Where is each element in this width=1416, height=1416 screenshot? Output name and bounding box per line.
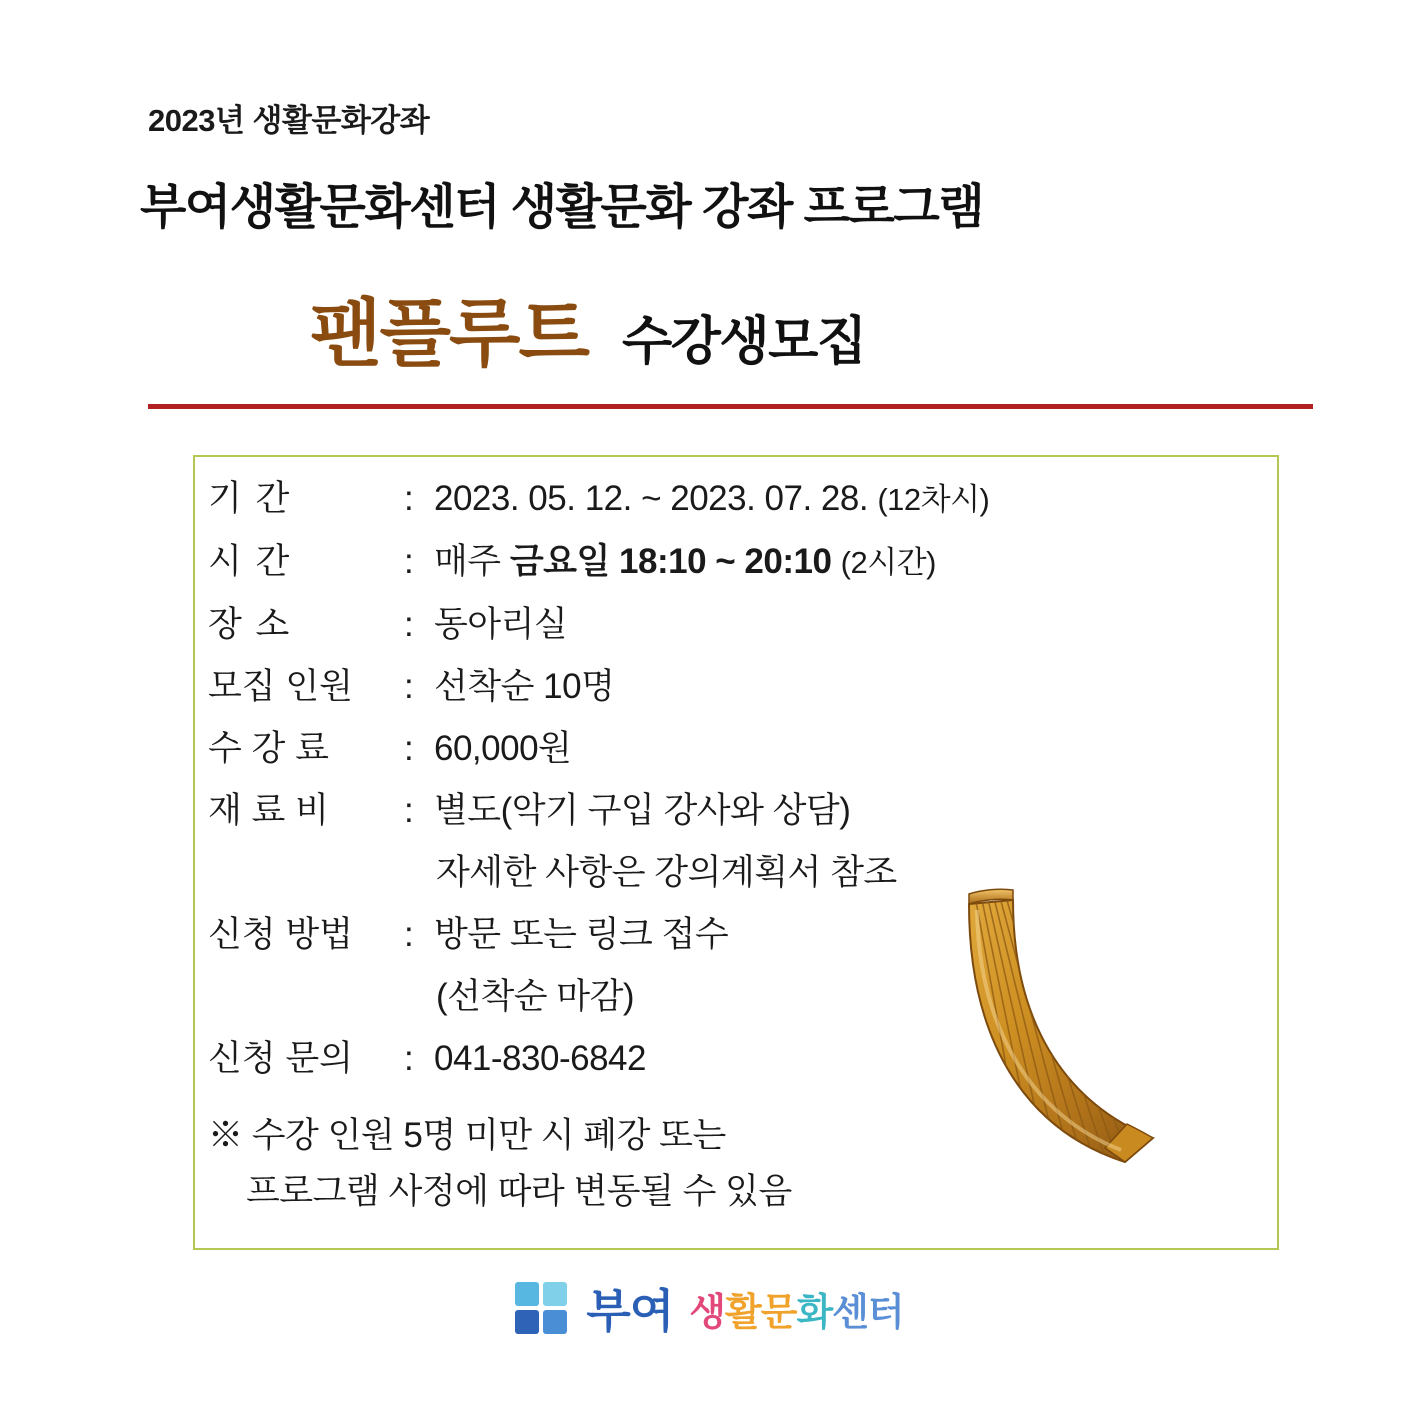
course-recruit-label: 수강생모집	[621, 313, 866, 371]
info-value-capacity: 선착순 10명	[434, 667, 615, 706]
info-colon: :	[404, 605, 414, 644]
period-sessions: (12차시)	[877, 482, 990, 517]
logo-brand-text: 부여	[586, 1285, 674, 1337]
logo-sub-2: 활문	[725, 1291, 797, 1334]
time-prefix: 매주	[434, 542, 510, 581]
title-divider	[148, 404, 1313, 409]
logo-sub-4: 센터	[832, 1291, 904, 1334]
info-value-apply-method: 방문 또는 링크 접수	[434, 915, 729, 954]
info-label-material-fee: 재 료 비	[208, 791, 329, 830]
page-title: 부여생활문화센터 생활문화 강좌 프로그램	[140, 181, 984, 234]
info-row-fee	[208, 718, 1218, 780]
info-label-fee: 수 강 료	[208, 729, 329, 768]
info-value-time	[434, 531, 936, 594]
info-label-time: 시 간	[208, 542, 292, 581]
info-colon: :	[404, 729, 414, 768]
period-dates: 2023. 05. 12. ~ 2023. 07. 28.	[434, 479, 869, 518]
info-label-place: 장 소	[208, 605, 292, 644]
info-row-time	[208, 531, 1218, 594]
footer-logo	[0, 1275, 1416, 1341]
info-row-material-fee	[208, 780, 1218, 842]
info-value-place: 동아리실	[434, 605, 568, 644]
logo-sub-3: 화	[796, 1291, 833, 1334]
note-line-1: ※ 수강 인원 5명 미만 시 폐강 또는	[208, 1116, 726, 1155]
info-label-period: 기 간	[208, 479, 292, 518]
info-colon: :	[404, 1039, 414, 1078]
logo-sub-1: 생	[689, 1291, 726, 1334]
info-label-capacity: 모집 인원	[208, 667, 353, 706]
course-name: 팬플루트	[310, 292, 588, 375]
note-line-2: 프로그램 사정에 따라 변동될 수 있음	[246, 1172, 792, 1211]
cancellation-note	[208, 1108, 792, 1220]
info-label-apply-method: 신청 방법	[208, 915, 353, 954]
info-colon: :	[404, 479, 414, 518]
info-label-contact: 신청 문의	[208, 1039, 353, 1078]
info-colon: :	[404, 915, 414, 954]
info-value-contact: 041-830-6842	[434, 1039, 646, 1078]
course-heading	[310, 275, 866, 381]
info-value-period	[434, 468, 989, 531]
info-colon: :	[404, 542, 414, 581]
info-material-note: 자세한 사항은 강의계획서 참조	[436, 853, 897, 892]
time-main: 금요일 18:10 ~ 20:10	[509, 542, 832, 581]
info-row-capacity	[208, 656, 1218, 718]
eyebrow-text: 2023년 생활문화강좌	[148, 103, 430, 138]
info-apply-method-note: (선착순 마감)	[436, 977, 635, 1016]
logo-sub-text	[689, 1281, 903, 1336]
time-duration: (2시간)	[840, 545, 936, 580]
info-colon: :	[404, 667, 414, 706]
info-value-fee: 60,000원	[434, 729, 572, 768]
info-value-material-fee: 별도(악기 구입 강사와 상담)	[434, 791, 851, 830]
info-colon: :	[404, 791, 414, 830]
info-row-place	[208, 594, 1218, 656]
cube-logo-icon	[512, 1279, 570, 1337]
info-row-period	[208, 468, 1218, 531]
panflute-image	[955, 880, 1205, 1170]
